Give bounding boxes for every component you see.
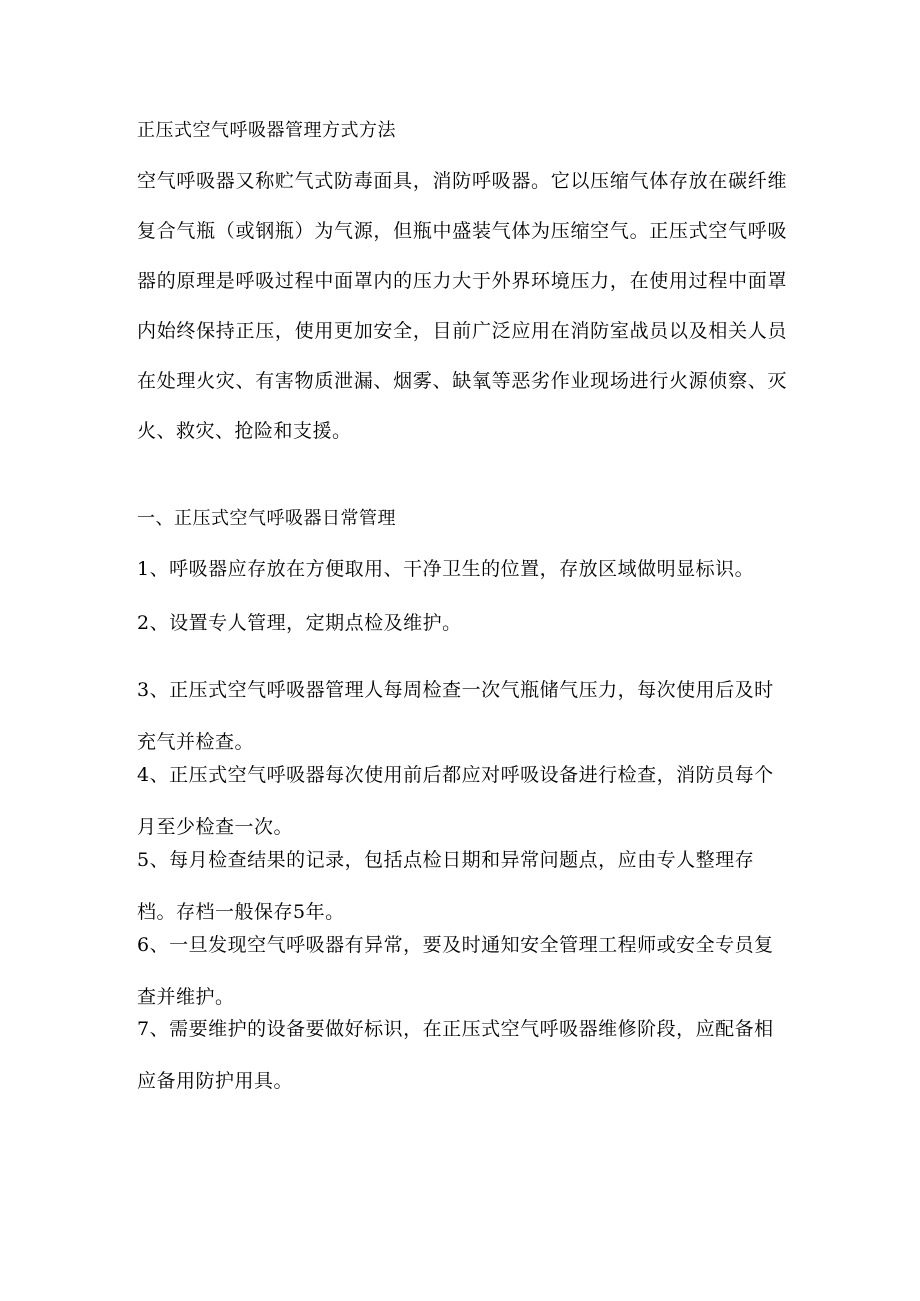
list-item-2: 2、设置专人管理，定期点检及维护。 (137, 612, 462, 634)
list-item-5: 5、每月检查结果的记录，包括点检日期和异常问题点，应由专人整理存档。存档一般保存5年。 (137, 849, 755, 923)
list-item-3: 3、正压式空气呼吸器管理人每周检查一次气瓶储气压力，每次使用后及时充气并检查。 (137, 679, 774, 753)
list-item-1: 1、呼吸器应存放在方便取用、干净卫生的位置，存放区域做明显标识。 (137, 558, 755, 580)
section-heading: 一、正压式空气呼吸器日常管理 (137, 508, 396, 529)
list-item-4: 4、正压式空气呼吸器每次使用前后都应对呼吸设备进行检查，消防员每个月至少检查一次。 (137, 764, 774, 838)
list-item-6: 6、一旦发现空气呼吸器有异常，要及时通知安全管理工程师或安全专员复查并维护。 (137, 934, 774, 1008)
intro-paragraph: 空气呼吸器又称贮气式防毒面具，消防呼吸器。它以压缩气体存放在碳纤维复合气瓶（或钢瓶）为气源，但瓶中盛装气体为压缩空气。正压式空气呼吸器的原理是呼吸过程中面罩内的压力大于外界环境压力，在使用过程中面罩内始终保持正压，使用更加安全，目前广泛应用在消防室战员以及相关人员在处理火灾、有害物质泄漏、烟雾、缺氧等恶劣作业现场进行火源侦察、灭火、救灾、抢险和支援。 (137, 170, 787, 442)
document-title: 正压式空气呼吸器管理方式方法 (137, 120, 396, 141)
list-item-7: 7、需要维护的设备要做好标识，在正压式空气呼吸器维修阶段，应配备相应备用防护用具。 (137, 1018, 774, 1092)
